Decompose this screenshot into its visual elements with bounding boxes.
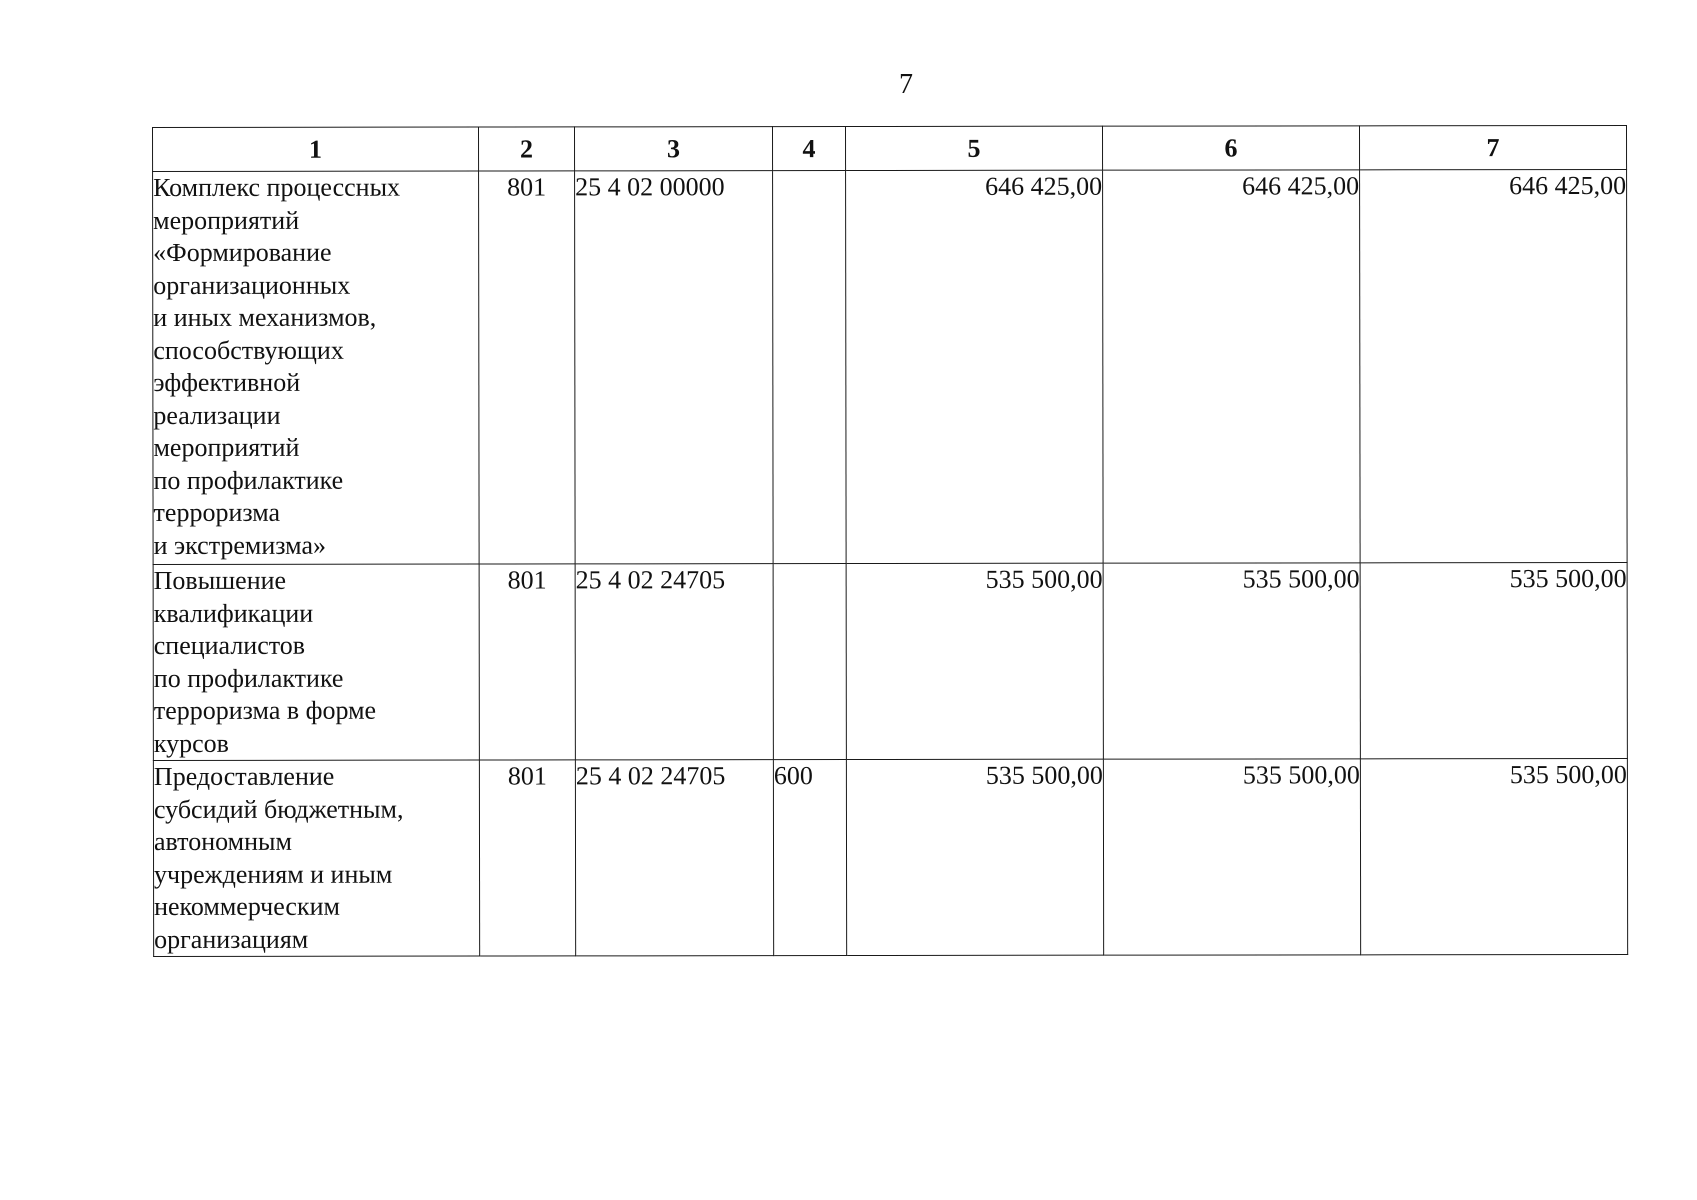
column-header-1: 1 (153, 127, 479, 171)
amount-cell-6: 646 425,00 (1103, 170, 1361, 563)
document-sheet (152, 125, 1627, 957)
target-article-cell: 25 4 02 24705 (575, 564, 773, 760)
amount-cell-7: 535 500,00 (1360, 758, 1627, 954)
page-number: 7 (899, 69, 913, 100)
row-name-cell: Комплекс процессных мероприятий «Формирование организационных и иных механизмов, способствующих эффективной реализации мероприятий по профилактике терроризма и экстремизма» (153, 171, 480, 564)
row-name-cell: Повышение квалификации специалистов по профилактике терроризма в форме курсов (153, 564, 479, 760)
table-row (153, 758, 1627, 956)
amount-cell-7: 535 500,00 (1360, 562, 1627, 758)
amount-cell-5: 646 425,00 (846, 170, 1104, 563)
header-row (153, 125, 1627, 171)
amount-cell-5: 535 500,00 (846, 563, 1103, 759)
amount-cell-6: 535 500,00 (1103, 563, 1360, 759)
expense-type-cell (773, 171, 847, 564)
expense-type-cell (773, 564, 846, 760)
target-article-cell: 25 4 02 24705 (575, 760, 773, 956)
table-row (153, 562, 1627, 760)
column-header-6: 6 (1102, 126, 1359, 170)
department-code-cell: 801 (479, 760, 575, 956)
row-name-cell: Предоставление субсидий бюджетным, автономным учреждениям и иным некоммерческим организациям (153, 760, 479, 956)
amount-cell-7: 646 425,00 (1360, 169, 1628, 562)
column-header-7: 7 (1359, 125, 1626, 169)
table-row (153, 169, 1628, 564)
department-code-cell: 801 (479, 564, 575, 760)
department-code-cell: 801 (479, 171, 576, 564)
amount-cell-6: 535 500,00 (1103, 759, 1360, 955)
target-article-cell: 25 4 02 00000 (575, 171, 774, 564)
column-header-4: 4 (773, 127, 846, 171)
column-header-2: 2 (479, 127, 575, 171)
expense-type-cell: 600 (773, 760, 846, 956)
column-header-3: 3 (575, 127, 773, 171)
amount-cell-5: 535 500,00 (846, 759, 1103, 955)
budget-table (152, 125, 1628, 957)
column-header-5: 5 (846, 126, 1103, 170)
